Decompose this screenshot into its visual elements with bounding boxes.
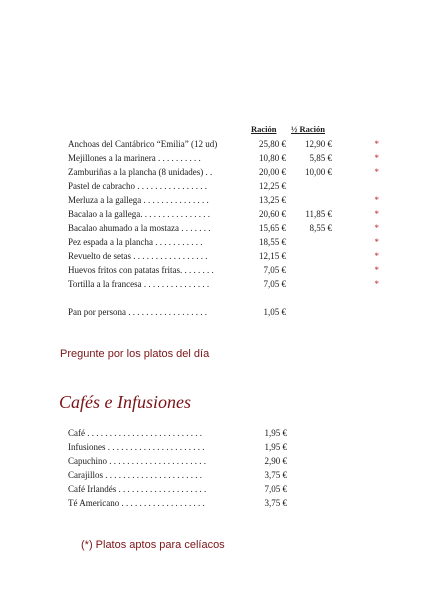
dish-row	[68, 263, 388, 277]
celiac-mark: *	[374, 167, 379, 177]
cafe-row	[68, 468, 288, 482]
dish-row	[68, 249, 388, 263]
dish-price-racion: 18,55 €	[259, 237, 286, 247]
dish-row	[68, 179, 388, 193]
celiac-mark: *	[374, 237, 379, 247]
cafe-row	[68, 482, 288, 496]
cafe-row	[68, 454, 288, 468]
dish-name: Pez espada a la plancha . . . . . . . . . . .	[68, 237, 203, 247]
dish-price-racion: 20,00 €	[259, 167, 286, 177]
cafe-name: Capuchino . . . . . . . . . . . . . . . . . . . . . .	[68, 456, 206, 466]
dish-price-media: 5,85 €	[309, 153, 332, 163]
celiac-mark: *	[374, 139, 379, 149]
celiac-mark: *	[374, 265, 379, 275]
header-racion: Ración	[251, 124, 277, 134]
section-title-cafes: Cafés e Infusiones	[59, 392, 191, 412]
dish-name: Zamburiñas a la plancha (8 unidades) . .	[68, 167, 213, 177]
cafe-price: 2,90 €	[264, 456, 287, 466]
dish-price-racion: 10,80 €	[259, 153, 286, 163]
dish-row	[68, 221, 388, 235]
cafe-name: Infusiones . . . . . . . . . . . . . . . . . . . . . .	[68, 442, 205, 452]
dish-row	[68, 235, 388, 249]
celiac-mark: *	[374, 209, 379, 219]
cafe-price: 3,75 €	[264, 498, 287, 508]
dish-name: Bacalao a la gallega. . . . . . . . . . . . . . . .	[68, 209, 210, 219]
dish-name: Bacalao ahumado a la mostaza . . . . . . .	[68, 223, 211, 233]
dish-price-media: 8,55 €	[309, 223, 332, 233]
cafe-name: Té Americano . . . . . . . . . . . . . . . . . . .	[68, 498, 205, 508]
dish-row	[68, 277, 388, 291]
bread-row	[68, 305, 388, 319]
cafe-name: Café . . . . . . . . . . . . . . . . . . . . . . . . . .	[68, 428, 202, 438]
celiac-mark: *	[374, 153, 379, 163]
dish-price-media: 11,85 €	[305, 209, 332, 219]
dish-name: Huevos fritos con patatas fritas. . . . . . . .	[68, 265, 214, 275]
dish-name: Pastel de cabracho . . . . . . . . . . . . . . . .	[68, 181, 207, 191]
dish-price-racion: 12,15 €	[259, 251, 286, 261]
celiac-mark: *	[374, 279, 379, 289]
bread-price: 1,05 €	[263, 307, 286, 317]
dish-name: Mejillones a la marinera . . . . . . . . . .	[68, 153, 201, 163]
cafe-price: 1,95 €	[264, 428, 287, 438]
bread-name: Pan por persona . . . . . . . . . . . . . . . . . .	[68, 307, 207, 317]
cafe-price: 1,95 €	[264, 442, 287, 452]
dish-row	[68, 137, 388, 151]
cafe-row	[68, 426, 288, 440]
dish-row	[68, 165, 388, 179]
daily-dishes-note: Pregunte por los platos del día	[60, 348, 210, 360]
dish-price-racion: 20,60 €	[259, 209, 286, 219]
celiac-mark: *	[374, 223, 379, 233]
cafe-price: 3,75 €	[264, 470, 287, 480]
dish-price-racion: 13,25 €	[259, 195, 286, 205]
dish-name: Tortilla a la francesa . . . . . . . . . . . . . . .	[68, 279, 210, 289]
dish-price-media: 12,90 €	[305, 139, 332, 149]
celiac-mark: *	[374, 195, 379, 205]
cafe-row	[68, 496, 288, 510]
dish-row	[68, 193, 388, 207]
dish-price-racion: 7,05 €	[263, 279, 286, 289]
dish-price-racion: 12,25 €	[259, 181, 286, 191]
dish-price-racion: 15,65 €	[259, 223, 286, 233]
dish-row	[68, 207, 388, 221]
cafe-price: 7,05 €	[264, 484, 287, 494]
dish-price-racion: 25,80 €	[259, 139, 286, 149]
celiac-mark: *	[374, 251, 379, 261]
dish-price-media: 10,00 €	[305, 167, 332, 177]
header-media-racion: ½ Ración	[291, 124, 325, 134]
cafe-name: Café Irlandés . . . . . . . . . . . . . . . . . . . .	[68, 484, 207, 494]
dish-name: Merluza a la gallega . . . . . . . . . . . . . . .	[68, 195, 209, 205]
celiac-footnote: (*) Platos aptos para celíacos	[81, 539, 225, 551]
dish-row	[68, 151, 388, 165]
dish-price-racion: 7,05 €	[263, 265, 286, 275]
dish-name: Revuelto de setas . . . . . . . . . . . . . . . . .	[68, 251, 208, 261]
dish-name: Anchoas del Cantábrico “Emilia” (12 ud)	[68, 139, 218, 149]
cafe-name: Carajillos . . . . . . . . . . . . . . . . . . . . . .	[68, 470, 202, 480]
cafe-row	[68, 440, 288, 454]
